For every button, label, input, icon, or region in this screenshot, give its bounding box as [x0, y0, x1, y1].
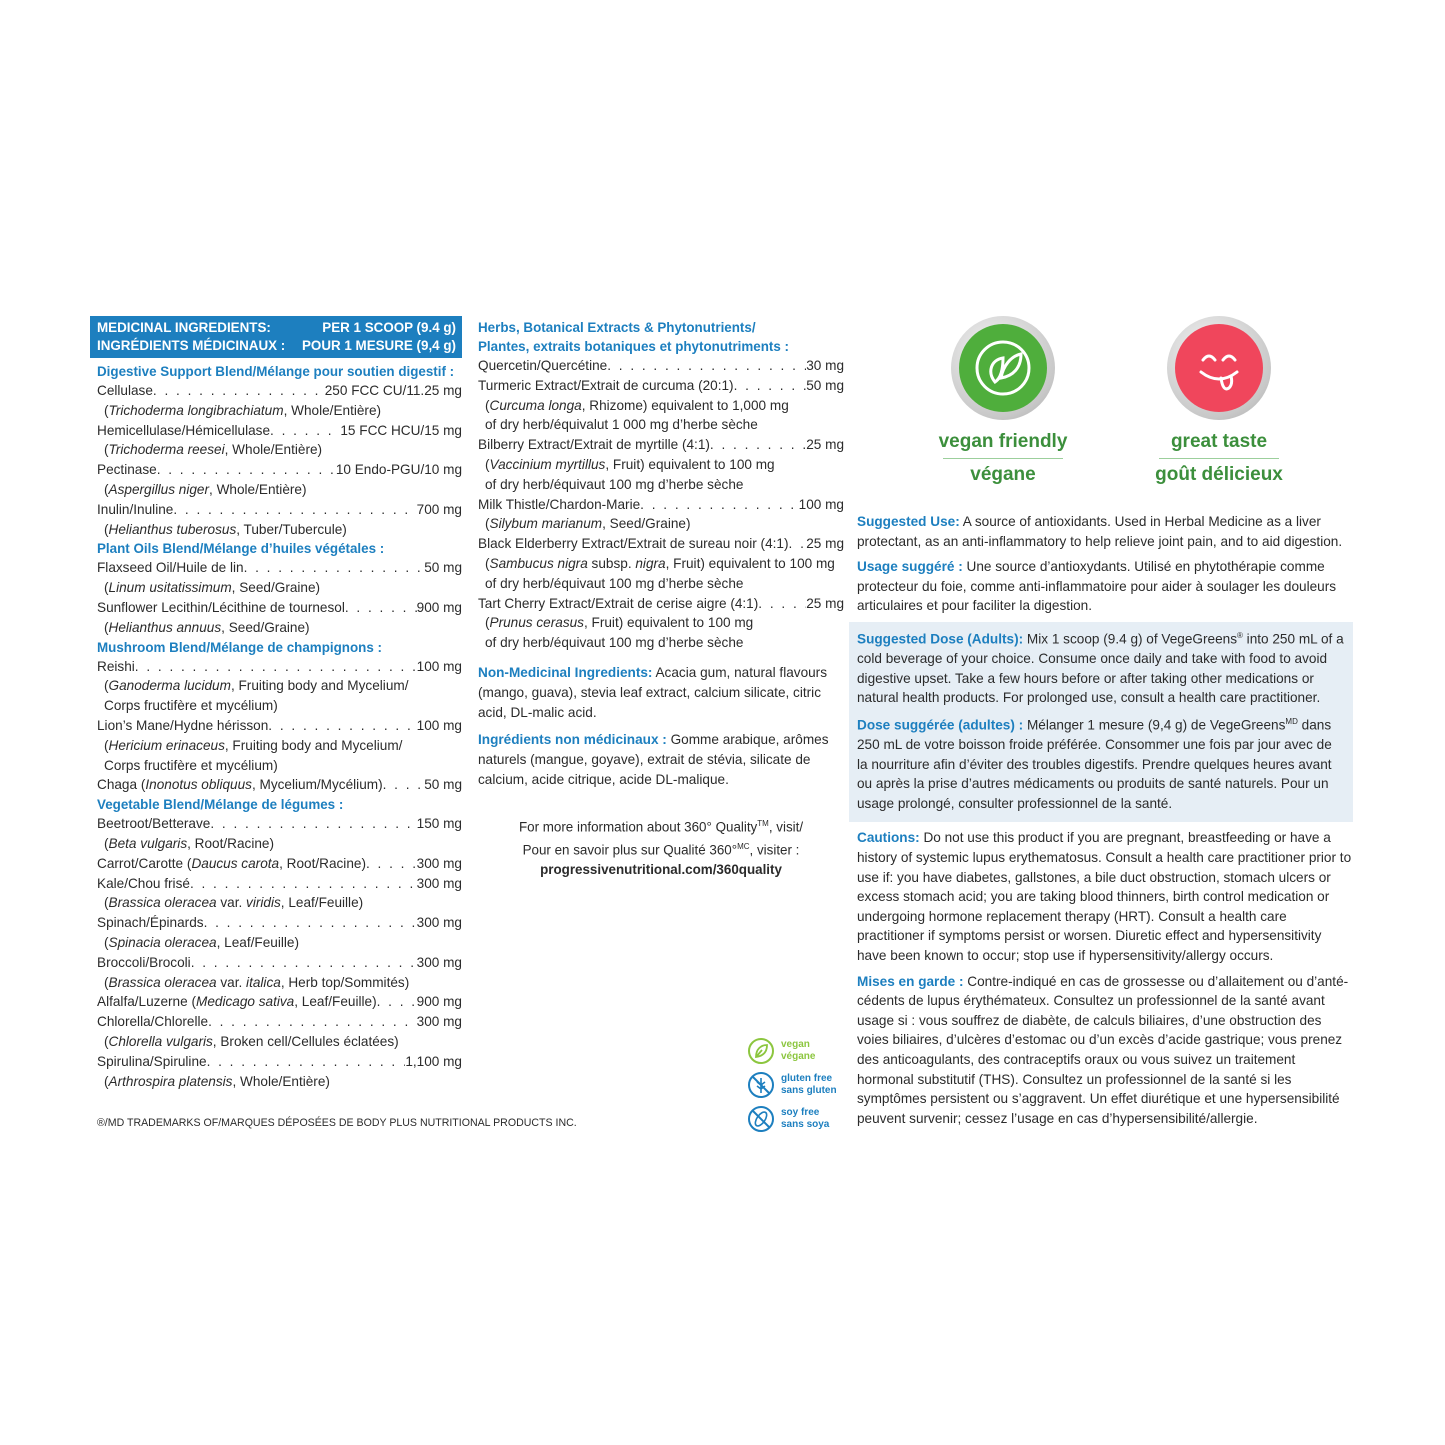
ingredient-row: Alfalfa/Luzerne (Medicago sativa, Leaf/Feuille) . . . 900 mg	[97, 992, 462, 1012]
header-right-fr: POUR 1 MESURE (9,4 g)	[301, 338, 456, 353]
ingredient-row: Tart Cherry Extract/Extrait de cerise aigre (4:1) . . . 25 mg	[478, 594, 844, 614]
taste-label-fr: goût délicieux	[1155, 464, 1283, 485]
taste-label-en: great taste	[1170, 431, 1268, 452]
ingredient-source: (Helianthus annuus, Seed/Graine)	[104, 619, 310, 635]
digestive-blend-title: Digestive Support Blend/Mélange pour soutien digestif :	[97, 364, 455, 379]
cautions-fr: Mises en garde : Contre-indiqué en cas de grossesse ou d’allaitement ou d’anté-cédents de lupus érythémateux. Consultez un professionnel de la santé avant usage si : vous souffrez de diabète, de calculs biliaires, d’une obstruction des voies biliaires, d’ulcères d’estomac ou d’un excès d’acide gastrique; vous prenez des anticoagulants, des contraceptifs oraux ou vous suivez un traitement hormonal substitutif (THS). Consultez un professionnel de la santé si les symptômes persistent ou s’aggravent. Un effet diurétique et une hypersensibilité peuvent survenir; cessez l’usage en cas d’hypersensibilité/allergie.	[857, 973, 1349, 1126]
ingredient-row: Pectinase . . . 10 Endo-PGU/10 mg	[97, 460, 462, 480]
ingredient-row: Spinach/Épinards . . . 300 mg	[97, 913, 462, 933]
oils-blend-title: Plant Oils Blend/Mélange d’huiles végétales :	[97, 541, 385, 557]
medicinal-ingredients-column	[90, 316, 462, 1091]
ingredient-source: (Spinacia oleracea, Leaf/Feuille)	[104, 934, 299, 950]
suggested-use-en: Suggested Use: A source of antioxidants. Used in Herbal Medicine as a liver protectant, as an anti-inflammatory to help relieve joint pain, and to aid digestion.	[857, 514, 1343, 549]
non-medicinal-fr: Ingrédients non médicinaux : Gomme arabique, arômes naturels (mangue, goyave), extrait de stévia, silicate de calcium, acide citrique, acide DL-malique.	[478, 732, 829, 787]
ingredient-row: Sunflower Lecithin/Lécithine de tournesol . . . 900 mg	[97, 598, 462, 618]
ingredient-row: Cellulase . . . 250 FCC CU/11.25 mg	[97, 381, 462, 401]
ingredient-source: (Chlorella vulgaris, Broken cell/Cellules éclatées)	[104, 1033, 399, 1049]
smiley-tongue-icon	[1187, 336, 1251, 400]
ingredient-row: Hemicellulase/Hémicellulase . . . 15 FCC HCU/15 mg	[97, 421, 462, 441]
ingredient-row: Carrot/Carotte (Daucus carota, Root/Racine) . . . 300 mg	[97, 854, 462, 874]
soy-free-icon	[747, 1105, 775, 1133]
ingredient-row: Flaxseed Oil/Huile de lin . . . 50 mg	[97, 558, 462, 578]
ingredient-source: (Trichoderma longibrachiatum, Whole/Entière)	[104, 402, 382, 418]
ingredient-row: Lion’s Mane/Hydne hérisson . . . 100 mg	[97, 716, 462, 736]
certification-icons	[747, 1036, 857, 1138]
vegan-leaf-icon	[747, 1037, 775, 1065]
ingredient-row: Turmeric Extract/Extrait de curcuma (20:1) . . . 50 mg	[478, 376, 844, 396]
dose-box	[849, 622, 1353, 822]
herbs-title-fr: Plantes, extraits botaniques et phytonutriments :	[478, 339, 790, 354]
ingredients-table-header	[90, 316, 462, 358]
ingredient-source: (Prunus cerasus, Fruit) equivalent to 100 mg	[485, 615, 754, 631]
suggested-dose-en: Suggested Dose (Adults): Mix 1 scoop (9.4 g) of VegeGreens® into 250 mL of a cold beverage of your choice. Consume once daily and take with food to avoid digestive upset. Take a few hours before or after taking other medications or natural health products. For prolonged use, consult a health care practitioner.	[857, 630, 1344, 706]
gluten-free-icon	[747, 1071, 775, 1099]
header-left-en: MEDICINAL INGREDIENTS:	[97, 320, 271, 335]
ingredient-source-cont: Corps fructifère et mycélium)	[104, 698, 278, 714]
vegan-cert: vegan végane	[747, 1036, 857, 1066]
ingredient-row: Chlorella/Chlorelle . . . 300 mg	[97, 1012, 462, 1032]
ingredient-source: (Arthrospira platensis, Whole/Entière)	[104, 1073, 330, 1089]
trademark-notice: ®/MD TRADEMARKS OF/MARQUES DÉPOSÉES DE BODY PLUS NUTRITIONAL PRODUCTS INC.	[97, 1117, 577, 1129]
ingredient-source-cont: of dry herb/équivalut 1 000 mg d’herbe sèche	[485, 417, 758, 433]
ingredient-row: Reishi . . . 100 mg	[97, 657, 462, 677]
taste-badge	[1119, 316, 1319, 491]
ingredient-source: (Helianthus tuberosus, Tuber/Tubercule)	[104, 521, 347, 537]
ingredient-source: (Silybum marianum, Seed/Graine)	[485, 516, 691, 532]
header-right-en: PER 1 SCOOP (9.4 g)	[322, 320, 456, 335]
cautions-en: Cautions: Do not use this product if you are pregnant, breastfeeding or have a history of systemic lupus erythematosus. Consult a health care practitioner prior to use if: you have diabetes, gallstones, a bile duct obstruction, stomach ulcers or excess stomach acid; you are taking blood thinners, birth control medication or undergoing hormone replacement therapy (HRT). Consult a health care practitioner if symptoms persist or worsen. Diuretic effect and hypersensitivity have been known to occur; stop use if hypersensitivity/allergy occurs.	[857, 830, 1352, 963]
ingredient-source: (Linum usitatissimum, Seed/Graine)	[104, 580, 321, 596]
ingredient-source-cont: of dry herb/équivaut 100 mg d’herbe sèche	[485, 476, 744, 492]
ingredient-row: Inulin/Inuline . . . 700 mg	[97, 500, 462, 520]
ingredient-source-cont: Corps fructifère et mycélium)	[104, 757, 278, 773]
suggested-use-fr: Usage suggéré : Une source d’antioxydants. Utilisé en phytothérapie comme protecteur du foie, comme anti-inflammatoire pour aider à soulager les douleurs articulaires et pour faciliter la digestion.	[857, 559, 1337, 614]
ingredient-source: (Aspergillus niger, Whole/Entière)	[104, 481, 307, 497]
more-info: For more information about 360° Quality™, visit/ Pour en savoir plus sur Qualité 360°$^{MC}$, visiter : progressivenutritional.com/360quality	[478, 814, 844, 879]
herbs-title-en: Herbs, Botanical Extracts & Phytonutrients/	[478, 320, 756, 335]
ingredient-row: Kale/Chou frisé . . . 300 mg	[97, 874, 462, 894]
herbs-column	[478, 318, 844, 879]
ingredient-row: Quercetin/Quercétine . . . 30 mg	[478, 356, 844, 376]
ingredient-source: (Beta vulgaris, Root/Racine)	[104, 835, 275, 851]
header-left-fr: INGRÉDIENTS MÉDICINAUX :	[97, 338, 286, 353]
ingredient-source: (Hericium erinaceus, Fruiting body and Mycelium/	[104, 737, 403, 753]
ingredient-row: Beetroot/Betterave . . . 150 mg	[97, 814, 462, 834]
ingredient-row: Spirulina/Spiruline . . . 1,100 mg	[97, 1052, 462, 1072]
ingredient-row: Chaga (Inonotus obliquus, Mycelium/Mycélium) . . . 50 mg	[97, 775, 462, 795]
vegetable-blend-title: Vegetable Blend/Mélange de légumes :	[97, 797, 344, 813]
ingredient-row: Broccoli/Brocoli . . . 300 mg	[97, 953, 462, 973]
suggested-dose-fr: Dose suggérée (adultes) : Mélanger 1 mesure (9,4 g) de VegeGreens$^{MD}$ dans 250 mL de votre boisson froide préférée. Consommer une fois par jour avec de la nourriture afin d’éviter des troubles digestifs. Prendre quelques heures avant ou après la prise d’autres médicaments ou produits de santé naturels. Pour un usage prolongé, consulter professionnel de la santé.	[857, 716, 1332, 811]
gluten-free-cert: gluten free sans gluten	[747, 1070, 857, 1100]
ingredient-source: (Ganoderma lucidum, Fruiting body and Mycelium/	[104, 678, 409, 694]
mushroom-blend-title: Mushroom Blend/Mélange de champignons :	[97, 639, 382, 655]
vegan-label-fr: végane	[970, 464, 1036, 485]
soy-free-cert: soy free sans soya	[747, 1104, 857, 1134]
vegan-badge	[903, 316, 1103, 491]
vegan-label-en: vegan friendly	[938, 431, 1068, 452]
non-medicinal-en: Non-Medicinal Ingredients: Acacia gum, natural flavours (mango, guava), stevia leaf extract, calcium silicate, citric acid, DL-malic acid.	[478, 664, 828, 720]
ingredient-row: Bilberry Extract/Extrait de myrtille (4:1) . . . 25 mg	[478, 435, 844, 455]
ingredient-source: (Brassica oleracea var. viridis, Leaf/Feuille)	[104, 895, 364, 911]
ingredient-source-cont: of dry herb/équivaut 100 mg d’herbe sèche	[485, 635, 744, 651]
ingredient-source-cont: of dry herb/équivaut 100 mg d’herbe sèche	[485, 575, 744, 591]
ingredient-source: (Trichoderma reesei, Whole/Entière)	[104, 442, 323, 458]
quality-link[interactable]: progressivenutritional.com/360quality	[540, 861, 782, 877]
leaf-icon	[973, 338, 1033, 398]
ingredient-row: Black Elderberry Extract/Extrait de sureau noir (4:1) . . . 25 mg	[478, 534, 844, 554]
ingredient-source: (Sambucus nigra subsp. nigra, Fruit) equivalent to 100 mg	[485, 555, 835, 571]
ingredient-row: Milk Thistle/Chardon-Marie . . . 100 mg	[478, 495, 844, 515]
ingredient-source: (Curcuma longa, Rhizome) equivalent to 1,000 mg	[485, 397, 789, 413]
ingredient-source: (Vaccinium myrtillus, Fruit) equivalent to 100 mg	[485, 456, 775, 472]
ingredient-source: (Brassica oleracea var. italica, Herb top/Sommités)	[104, 974, 410, 990]
